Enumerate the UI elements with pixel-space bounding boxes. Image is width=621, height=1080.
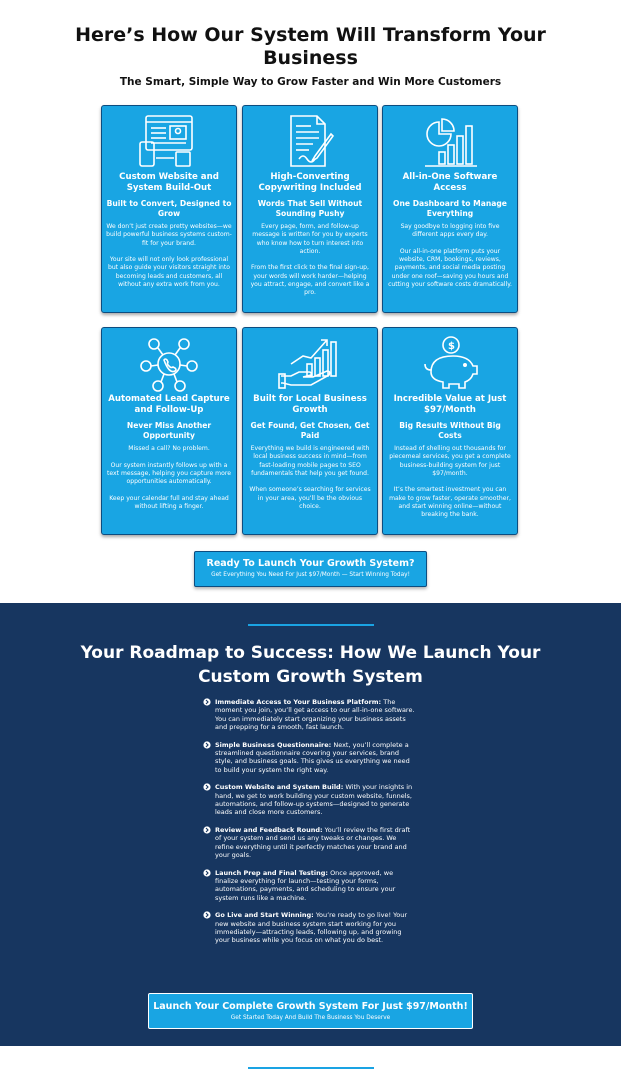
feature-card-lead-capture [101, 327, 237, 535]
feature-card-software [382, 105, 518, 313]
arrow-circle-icon [203, 783, 211, 791]
step-label: Go Live and Start Winning: [215, 911, 314, 920]
arrow-circle-icon [203, 911, 211, 919]
roadmap-title: Your Roadmap to Success: How We Launch Your Custom Growth System [80, 643, 541, 687]
card-title: All-in-One Software Access [402, 172, 498, 193]
piggy-bank-icon [417, 334, 483, 392]
section-title: Here’s How Our System Will Transform Your Business [75, 24, 546, 69]
step-label: Launch Prep and Final Testing: [215, 868, 328, 877]
growth-chart-icon [277, 334, 343, 392]
roadmap-section [0, 603, 621, 1046]
card-body: Say goodbye to logging into five different apps every day. Our all-in-one platform puts your website, CRM, bookings, reviews, payments, and social media posting under one roof—saving you hours and cutting your software costs dramatically. [388, 223, 512, 289]
card-subtitle: Big Results Without Big Costs [399, 421, 501, 440]
card-title: Automated Lead Capture and Follow-Up [108, 394, 230, 415]
arrow-circle-icon [203, 698, 211, 706]
lead-network-icon [136, 334, 202, 392]
step-text: With your insights in hand, we get to work building your custom website, funnels, automations, and follow-up systems—designed to generate leads and close more customers. [215, 783, 413, 817]
arrow-circle-icon [203, 826, 211, 834]
cta-sub-label: Get Everything You Need For Just $97/Month — Start Winning Today! [211, 572, 410, 578]
card-subtitle: Never Miss Another Opportunity [126, 421, 212, 440]
bottom-divider [248, 1067, 374, 1069]
step-text: You’ll review the first draft of your system and send us any tweaks or changes. We refine everything until it perfectly matches your brand and your goals. [215, 825, 411, 860]
card-body: Instead of shelling out thousands for piecemeal services, you get a complete business-building system for just $97/month. It’s the smartest investment you can make to grow faster, operate smoother, and start winning online—without breaking the bank. [389, 445, 511, 519]
card-body: We don’t just create pretty websites—we build powerful business systems custom-fit for your brand. Your site will not only look professional but also guide your visitors straight into becoming leads and customers, all without any extra work from you. [106, 223, 232, 289]
step-label: Immediate Access to Your Business Platform: [215, 698, 382, 706]
step-text: You’re ready to go live! Your new website and business system start working for you immediately—attracting leads, following up, and growing your business while you focus on what you do best. [215, 911, 408, 945]
step-label: Custom Website and System Build: [215, 783, 344, 792]
analytics-chart-icon [417, 112, 483, 170]
launch-complete-system-button[interactable] [148, 993, 473, 1029]
step-label: Review and Feedback Round: [215, 825, 323, 834]
feature-card-website [101, 105, 237, 313]
cta-sub-label: Get Started Today And Build The Business You Deserve [230, 1015, 391, 1021]
card-title: Built for Local Business Growth [253, 394, 367, 415]
card-title: Custom Website and System Build-Out [119, 172, 219, 193]
feature-card-local-growth [242, 327, 378, 535]
card-body: Everything we build is engineered with local business success in mind—from fast-loading mobile pages to SEO fundamentals that help you get found. When someone’s searching for services in your area, you’ll be the obvious choice. [249, 445, 371, 511]
card-body: Every page, form, and follow-up message is written for you by experts who know how to turn interest into action. From the first click to the final sign-up, your words will work harder—helping you attract, engage, and convert like a pro. [250, 223, 370, 297]
svg-text:$: $ [448, 341, 455, 352]
section-subtitle: The Smart, Simple Way to Grow Faster and Win More Customers [119, 76, 502, 88]
arrow-circle-icon [203, 869, 211, 877]
feature-card-value [382, 327, 518, 535]
step-text: Next, you’ll complete a streamlined questionnaire covering your services, brand style, and business goals. This gives us everything we need to build your system the right way. [215, 740, 410, 774]
roadmap-steps [203, 698, 415, 954]
roadmap-step [203, 698, 415, 732]
roadmap-step [203, 826, 415, 860]
card-subtitle: Words That Sell Without Sounding Pushy [257, 199, 363, 218]
website-build-icon [136, 112, 202, 170]
step-text: Once approved, we finalize everything for launch—testing your forms, automations, payments, and scheduling to ensure your system runs like a machine. [215, 868, 396, 902]
roadmap-step [203, 783, 415, 817]
card-title: High-Converting Copywriting Included [258, 172, 362, 193]
roadmap-step [203, 911, 415, 945]
copywriting-icon [277, 112, 343, 170]
roadmap-step [203, 869, 415, 903]
card-title: Incredible Value at Just $97/Month [393, 394, 507, 415]
step-text: The moment you join, you’ll get access to our all-in-one software. You can immediately start organizing your business assets and prepping for a smooth, fast launch. [215, 698, 415, 732]
roadmap-step [203, 741, 415, 775]
roadmap-divider [248, 624, 374, 626]
card-body: Missed a call? No problem. Our system instantly follows up with a text message, helping you capture more opportunities automatically. Keep your calendar full and stay ahead without lifting a finger. [107, 445, 231, 511]
card-subtitle: Get Found, Get Chosen, Get Paid [250, 421, 370, 440]
cta-main-label: Launch Your Complete Growth System For Just $97/Month! [153, 1001, 468, 1012]
step-label: Simple Business Questionnaire: [215, 740, 332, 749]
card-subtitle: Built to Convert, Designed to Grow [106, 199, 232, 218]
launch-growth-system-button[interactable] [194, 551, 427, 587]
card-subtitle: One Dashboard to Manage Everything [393, 199, 507, 218]
arrow-circle-icon [203, 741, 211, 749]
feature-card-copywriting [242, 105, 378, 313]
cta-main-label: Ready To Launch Your Growth System? [206, 558, 415, 569]
